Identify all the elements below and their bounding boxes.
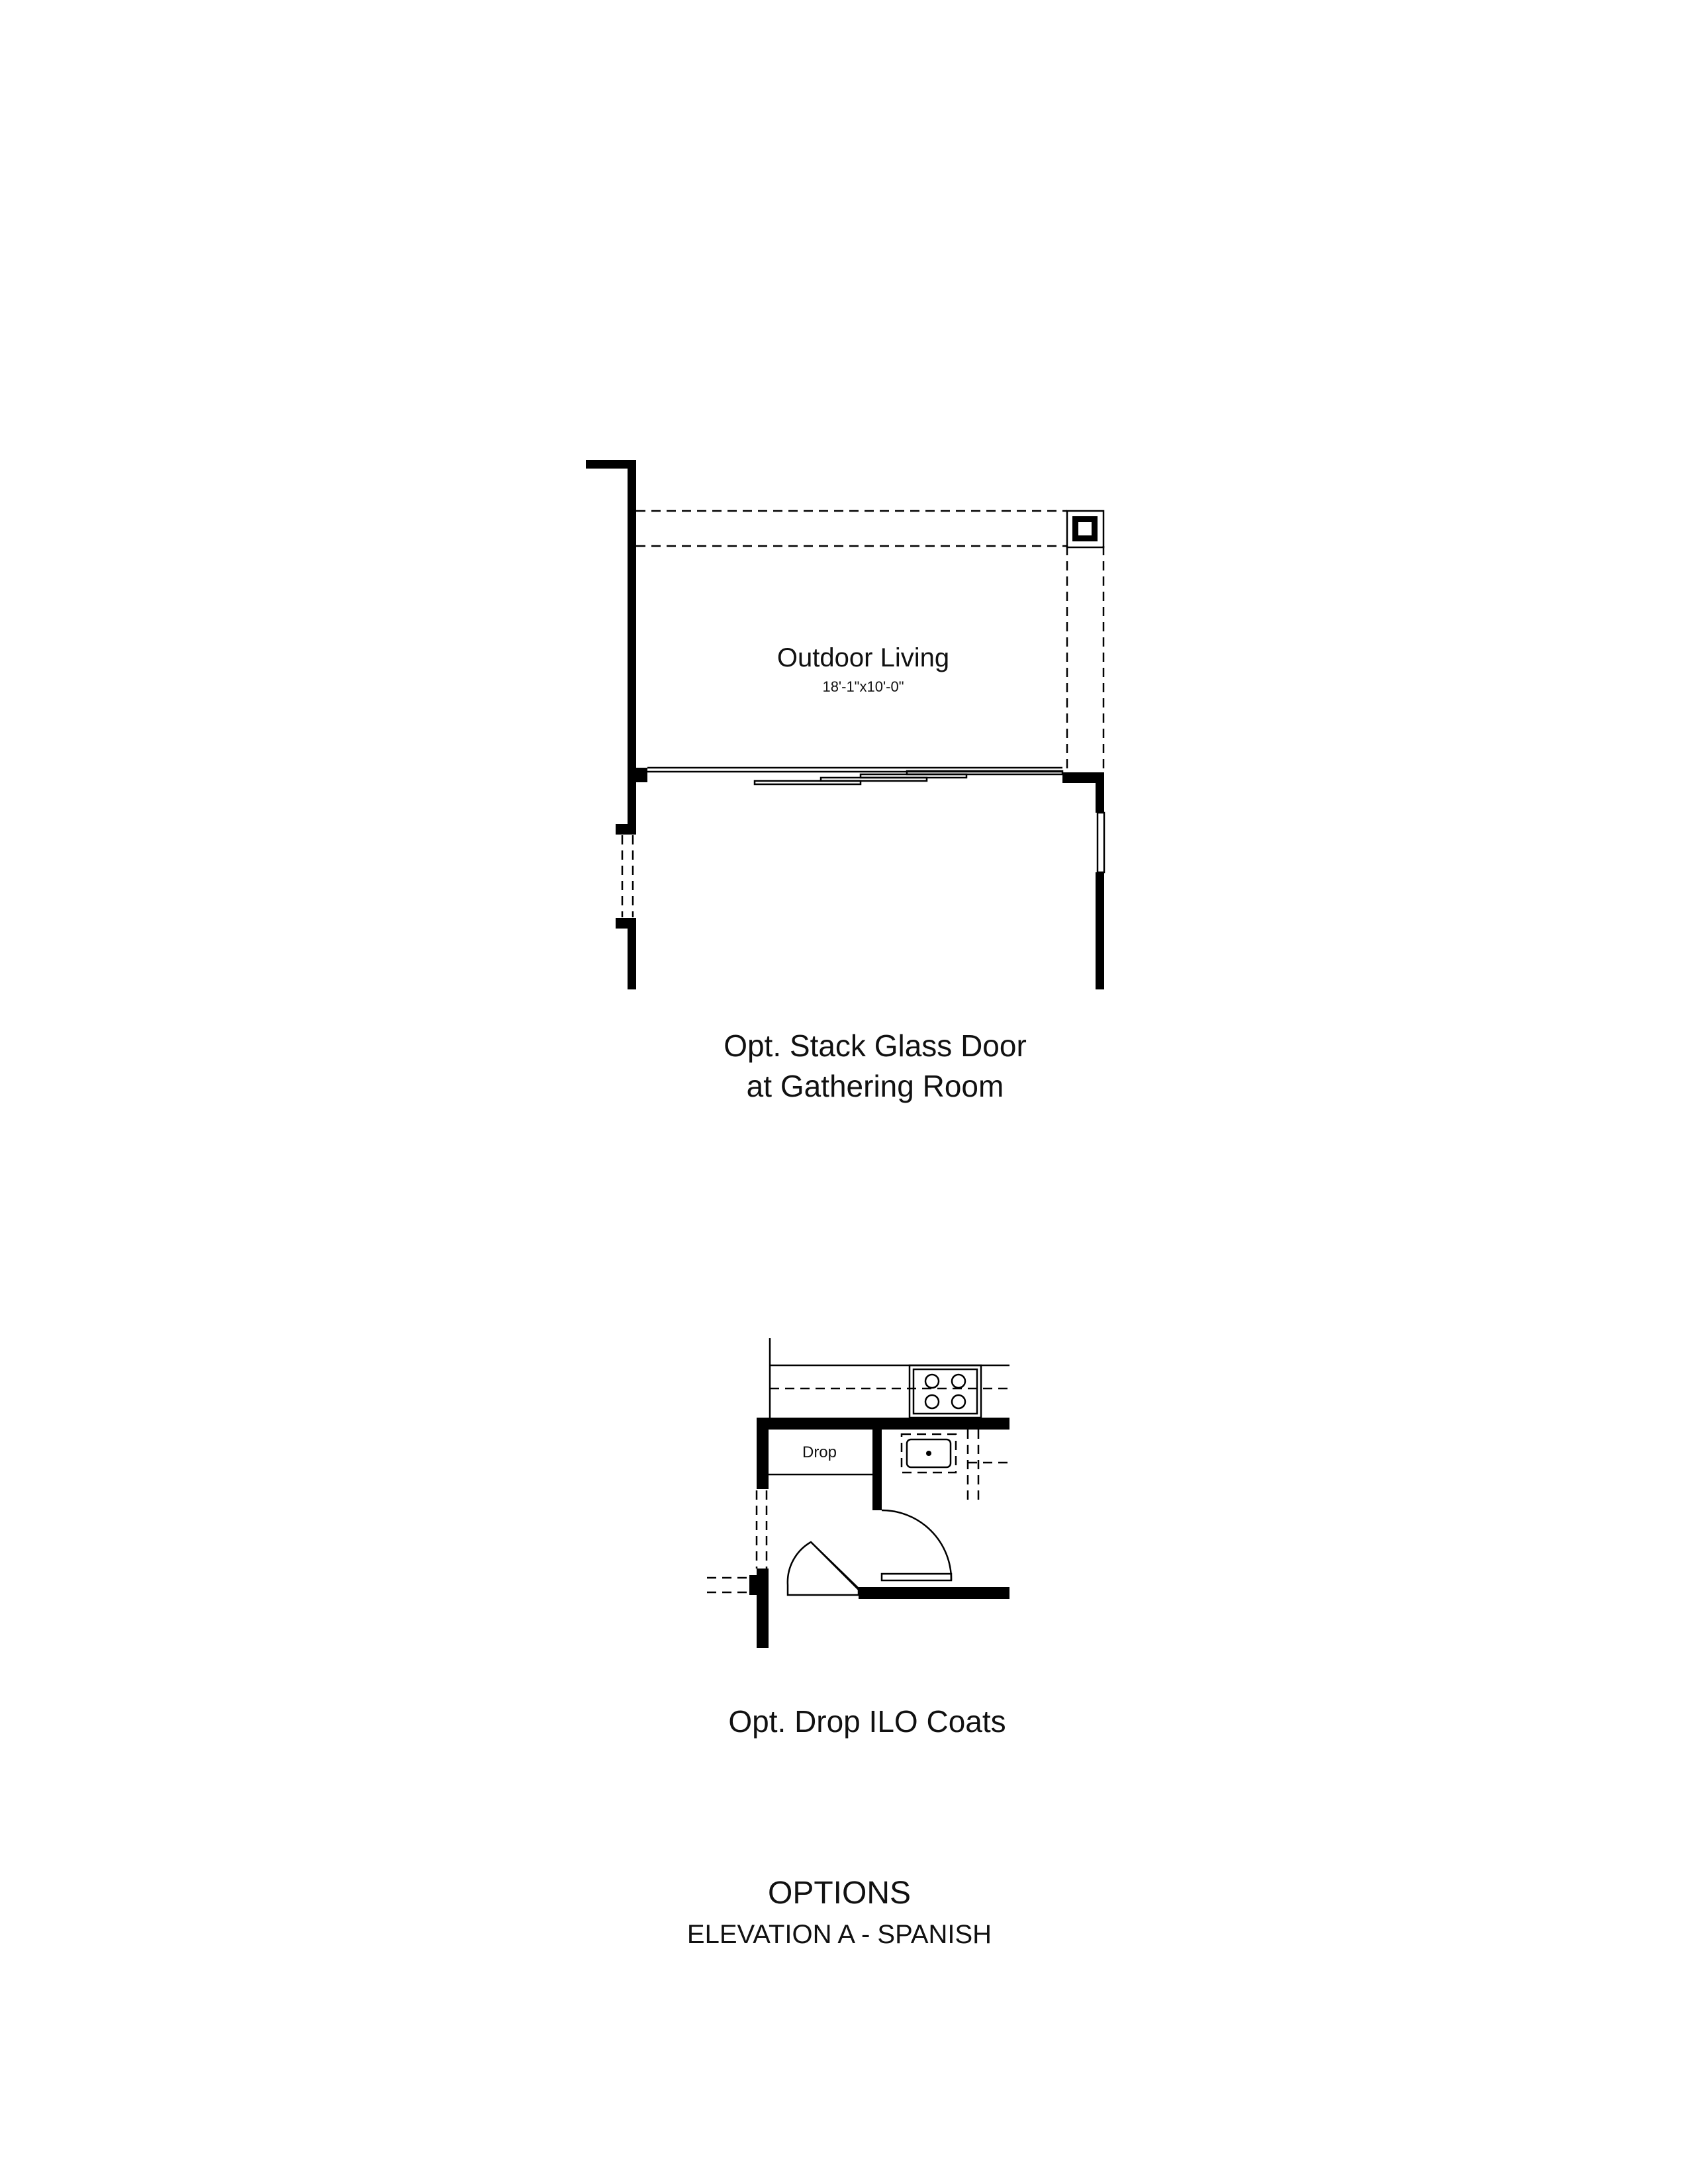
plan-stack-glass-door: [586, 460, 1105, 1103]
plan-a-caption-line-1: Opt. Stack Glass Door: [724, 1028, 1027, 1063]
plan-drop-ilo-coats: [707, 1338, 1009, 1739]
drop-left-wall: [757, 1418, 769, 1489]
left-wall-stub: [628, 768, 647, 782]
burner-3: [925, 1395, 939, 1408]
drop-top-wall: [757, 1418, 1009, 1430]
plan-a-caption-line-2: at Gathering Room: [746, 1069, 1004, 1103]
drop-door-swing: [788, 1542, 859, 1595]
column-core: [1078, 522, 1092, 535]
range: [910, 1365, 981, 1418]
plan-b-caption: Opt. Drop ILO Coats: [728, 1704, 1006, 1739]
glass-panel-4: [907, 771, 1062, 774]
drop-door-leaf: [811, 1542, 859, 1590]
range-inner: [914, 1369, 977, 1414]
footer-title: OPTIONS: [767, 1876, 912, 1911]
burner-4: [952, 1395, 965, 1408]
drop-bottom-wall: [757, 1587, 765, 1598]
burner-2: [952, 1375, 965, 1388]
right-wall: [1096, 772, 1104, 989]
drop-room-label: Drop: [802, 1443, 837, 1461]
drop-partition: [872, 1418, 882, 1510]
footer-subtitle: ELEVATION A - SPANISH: [686, 1920, 992, 1949]
room-dimensions: 18'-1"x10'-0": [822, 678, 904, 695]
utility-sink-drain: [926, 1451, 931, 1456]
hall-door-leaf: [882, 1574, 951, 1580]
left-jamb-upper: [616, 824, 636, 835]
burner-1: [925, 1375, 939, 1388]
hall-bottom-wall: [859, 1587, 1009, 1599]
hall-door-swing: [882, 1510, 951, 1580]
left-wall-bottom: [628, 918, 636, 989]
room-name: Outdoor Living: [776, 643, 950, 672]
